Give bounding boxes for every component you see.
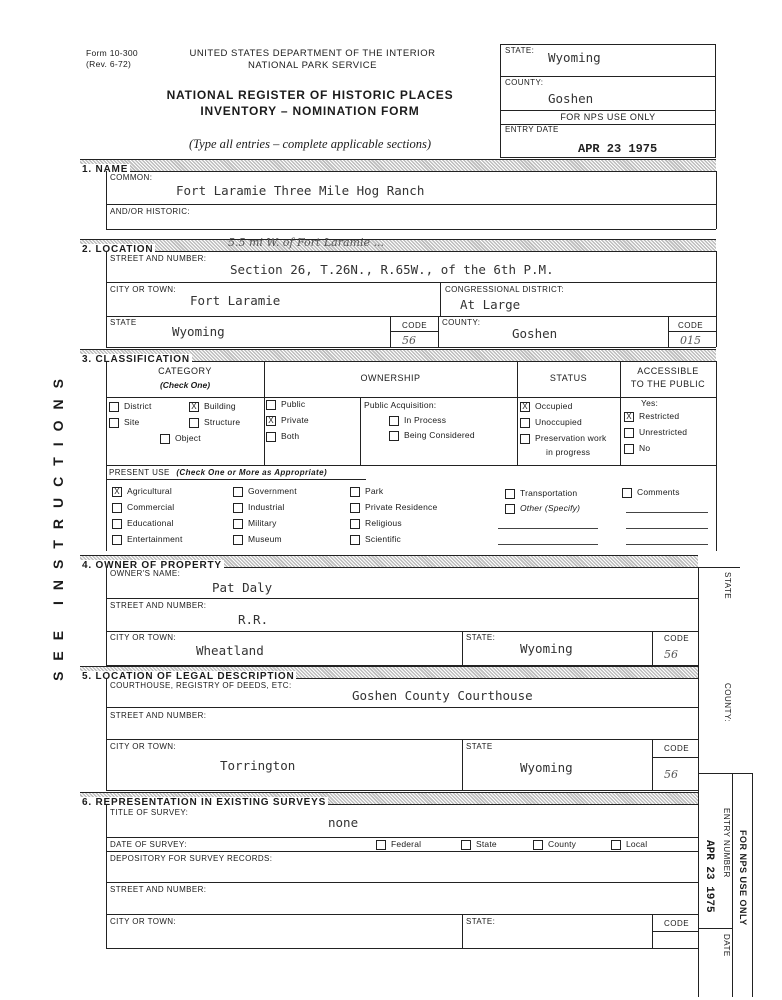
owner-state-value: Wyoming <box>520 641 573 656</box>
location-handwritten-note: 5.5 mi W. of Fort Laramie ... <box>228 236 384 249</box>
checkbox-state[interactable]: State <box>461 839 497 850</box>
section-legal-description-header: 5. LOCATION OF LEGAL DESCRIPTION <box>80 666 698 679</box>
check-one-note: (Check One) <box>159 380 211 390</box>
section-classification-header: 3. CLASSIFICATION <box>80 349 716 362</box>
nps-county-label: COUNTY: <box>505 78 544 87</box>
nps-entry-date-label: ENTRY DATE <box>505 125 559 134</box>
checkbox-private-residence[interactable]: Private Residence <box>350 502 437 513</box>
checkbox-scientific[interactable]: Scientific <box>350 534 401 545</box>
county-code-value: 015 <box>680 334 701 347</box>
nps-use-box <box>500 44 716 158</box>
checkbox-agricultural[interactable]: X Agricultural <box>112 486 172 497</box>
form-instructions: (Type all entries – complete applicable sections) <box>188 137 432 151</box>
legal-city-label: CITY OR TOWN: <box>110 742 177 751</box>
city-label: CITY OR TOWN: <box>110 285 177 294</box>
owner-city-value: Wheatland <box>196 643 264 658</box>
state-label: STATE <box>110 318 137 327</box>
common-label: COMMON: <box>110 173 153 182</box>
entry-date-stamp: APR 23 1975 <box>578 142 658 156</box>
checkbox-unrestricted[interactable]: Unrestricted <box>624 427 687 438</box>
checkbox-religious[interactable]: Religious <box>350 518 402 529</box>
form-revision: (Rev. 6-72) <box>86 59 132 69</box>
checkbox-commercial[interactable]: Commercial <box>112 502 174 513</box>
street-value: Section 26, T.26N., R.65W., of the 6th P.M. <box>230 262 554 277</box>
common-name: Fort Laramie Three Mile Hog Ranch <box>176 183 425 198</box>
checkbox-military[interactable]: Military <box>233 518 277 529</box>
survey-city-label: CITY OR TOWN: <box>110 917 177 926</box>
checkbox-county[interactable]: County <box>533 839 576 850</box>
accessible-header-2: TO THE PUBLIC <box>630 379 706 389</box>
survey-title-label: TITLE OF SURVEY: <box>110 808 189 817</box>
county-code-label: CODE <box>678 321 704 330</box>
owner-city-label: CITY OR TOWN: <box>110 633 177 642</box>
survey-date-label: DATE OF SURVEY: <box>110 840 187 849</box>
form-number: Form 10-300 <box>86 48 138 58</box>
courthouse-value: Goshen County Courthouse <box>352 688 533 703</box>
checkbox-private[interactable]: X Private <box>266 415 309 426</box>
historic-label: AND/OR HISTORIC: <box>110 207 191 216</box>
checkbox-no[interactable]: No <box>624 443 650 454</box>
see-instructions-side: SEE INSTRUCTIONS <box>50 368 66 681</box>
survey-state-label: STATE: <box>466 917 496 926</box>
form-title: NATIONAL REGISTER OF HISTORIC PLACES <box>166 88 454 102</box>
form-subtitle: INVENTORY – NOMINATION FORM <box>200 104 420 118</box>
owner-street-label: STREET AND NUMBER: <box>110 601 207 610</box>
city-value: Fort Laramie <box>190 293 281 308</box>
checkbox-educational[interactable]: Educational <box>112 518 174 529</box>
side-county-label: COUNTY: <box>723 683 732 723</box>
state-value: Wyoming <box>172 324 225 339</box>
checkbox-comments[interactable]: Comments <box>622 487 680 498</box>
checkbox-occupied[interactable]: X Occupied <box>520 401 573 412</box>
checkbox-park[interactable]: Park <box>350 486 383 497</box>
legal-city-value: Torrington <box>220 758 296 773</box>
checkbox-transportation[interactable]: Transportation <box>505 488 577 499</box>
checkbox-building[interactable]: X Building <box>189 401 236 412</box>
nps-state-value: Wyoming <box>548 50 601 65</box>
checkbox-entertainment[interactable]: Entertainment <box>112 534 183 545</box>
checkbox-museum[interactable]: Museum <box>233 534 282 545</box>
ownership-header: OWNERSHIP <box>360 373 421 383</box>
owner-name-value: Pat Daly <box>212 580 273 595</box>
present-use-label: PRESENT USE (Check One or More as Appropriate) <box>109 468 328 477</box>
checkbox-structure[interactable]: Structure <box>189 417 240 428</box>
yes-label: Yes: <box>641 398 659 408</box>
checkbox-in-process[interactable]: In Process <box>389 415 446 426</box>
checkbox-preservation[interactable]: Preservation work <box>520 433 606 444</box>
legal-state-value: Wyoming <box>520 760 573 775</box>
checkbox-local[interactable]: Local <box>611 839 647 850</box>
state-code-label: CODE <box>402 321 428 330</box>
side-state-label: STATE <box>723 572 732 600</box>
legal-state-label: STATE <box>466 742 493 751</box>
survey-code-label: CODE <box>664 919 690 928</box>
owner-code-value: 56 <box>664 648 678 661</box>
checkbox-federal[interactable]: Federal <box>376 839 421 850</box>
checkbox-both[interactable]: Both <box>266 431 299 442</box>
agency-name: NATIONAL PARK SERVICE <box>248 60 377 71</box>
checkbox-unoccupied[interactable]: Unoccupied <box>520 417 582 428</box>
preservation-line-2: in progress <box>546 447 591 457</box>
legal-code-value: 56 <box>664 768 678 781</box>
checkbox-public[interactable]: Public <box>266 399 305 410</box>
state-code-value: 56 <box>402 334 416 347</box>
section-owner-header: 4. OWNER OF PROPERTY <box>80 555 698 568</box>
checkbox-industrial[interactable]: Industrial <box>233 502 285 513</box>
checkbox-restricted[interactable]: X Restricted <box>624 411 679 422</box>
street-label: STREET AND NUMBER: <box>110 254 207 263</box>
county-value: Goshen <box>512 326 558 341</box>
owner-street-value: R.R. <box>238 612 269 627</box>
checkbox-government[interactable]: Government <box>233 486 297 497</box>
section-surveys-header: 6. REPRESENTATION IN EXISTING SURVEYS <box>80 792 698 805</box>
entry-number-stamp: APR 23 1975 <box>703 840 715 913</box>
legal-code-label: CODE <box>664 744 690 753</box>
owner-state-label: STATE: <box>466 633 496 642</box>
congressional-district-label: CONGRESSIONAL DISTRICT: <box>445 285 565 294</box>
side-date: DATE <box>722 934 731 957</box>
checkbox-district[interactable]: District <box>109 401 152 412</box>
owner-code-label: CODE <box>664 634 690 643</box>
owner-name-label: OWNER'S NAME: <box>110 569 181 578</box>
nps-county-value: Goshen <box>548 91 594 106</box>
checkbox-other[interactable]: Other (Specify) <box>505 503 580 514</box>
county-label: COUNTY: <box>442 318 481 327</box>
category-header: CATEGORY <box>158 366 212 376</box>
survey-street-label: STREET AND NUMBER: <box>110 885 207 894</box>
side-entry-number: ENTRY NUMBER <box>722 808 731 878</box>
nps-state-label: STATE: <box>505 46 535 55</box>
checkbox-being-considered[interactable]: Being Considered <box>389 430 475 441</box>
congressional-district-value: At Large <box>460 297 521 312</box>
nps-use-only: FOR NPS USE ONLY <box>560 112 656 122</box>
accessible-header-1: ACCESSIBLE <box>637 366 699 376</box>
side-nps-use-only: FOR NPS USE ONLY <box>738 830 748 926</box>
survey-title-value: none <box>328 815 359 830</box>
section-name-header: 1. NAME <box>80 159 716 172</box>
department-name: UNITED STATES DEPARTMENT OF THE INTERIOR <box>189 48 436 59</box>
public-acquisition-label: Public Acquisition: <box>364 400 437 410</box>
depository-label: DEPOSITORY FOR SURVEY RECORDS: <box>110 854 273 863</box>
legal-street-label: STREET AND NUMBER: <box>110 711 207 720</box>
courthouse-label: COURTHOUSE, REGISTRY OF DEEDS, ETC: <box>110 681 292 690</box>
status-header: STATUS <box>549 373 588 383</box>
checkbox-object[interactable]: Object <box>160 433 201 444</box>
checkbox-site[interactable]: Site <box>109 417 139 428</box>
section-location-header: 2. LOCATION <box>80 239 716 252</box>
